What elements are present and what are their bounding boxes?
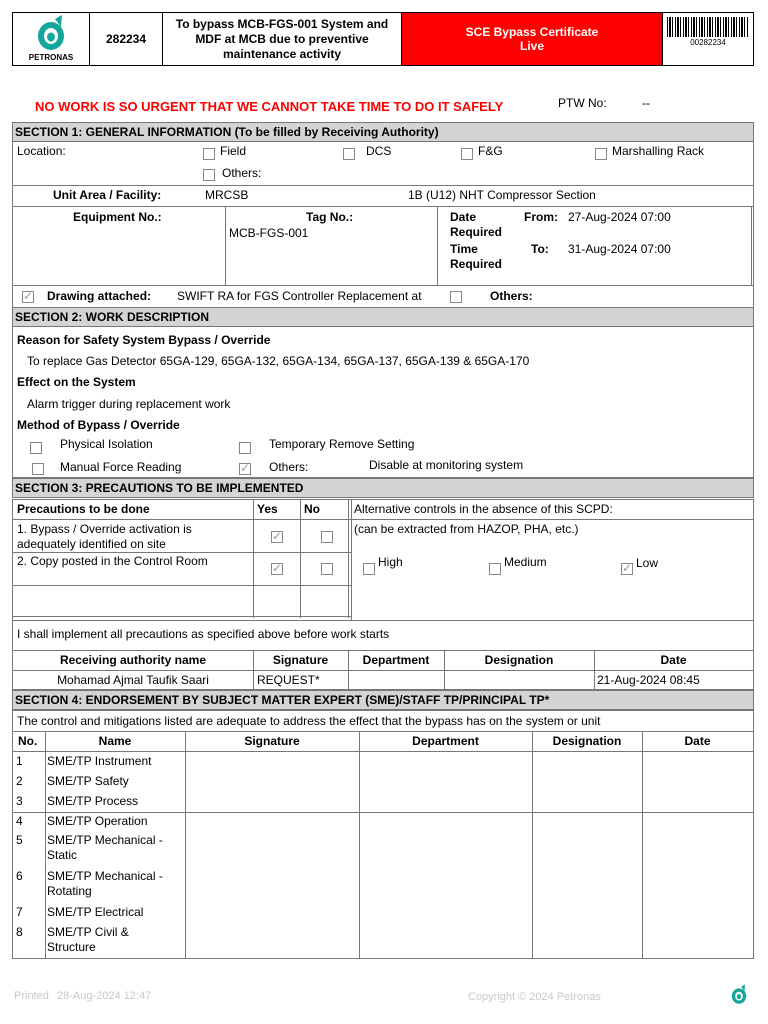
ptw-label: PTW No: [558,96,607,110]
precautions-header: Precautions to be done [17,502,150,516]
risk-high-checkbox[interactable] [363,563,375,575]
from-value: 27-Aug-2024 07:00 [568,210,671,224]
equipment-label: Equipment No.: [73,210,162,224]
location-others-checkbox[interactable] [203,169,215,181]
logo-text: PETRONAS [28,53,74,62]
location-fg-label: F&G [478,144,503,158]
col-designation-header: Designation [552,734,622,748]
certificate-number: 282234 [89,12,163,66]
implementation-statement-row [12,620,754,651]
tag-label: Tag No.: [306,210,354,224]
drawing-others-label: Others: [490,289,533,303]
section3-title: SECTION 3: PRECAUTIONS TO BE IMPLEMENTED [12,478,754,498]
endorsement-statement: The control and mitigations listed are adequate to address the effect that the bypass has on the system or unit [17,714,601,728]
copyright: Copyright © 2024 Petronas [468,991,601,1003]
row-name: SME/TP Instrument [47,754,152,768]
physical-isolation-label: Physical Isolation [60,437,153,451]
ra-signature: REQUEST* [257,673,320,687]
no-header: No [304,502,320,516]
effect-label: Effect on the System [17,375,136,389]
risk-medium-checkbox[interactable] [489,563,501,575]
yes-header: Yes [257,502,278,516]
location-marshalling-label: Marshalling Rack [612,144,705,158]
endorsement-statement-row [12,710,754,732]
time-required-label: Time Required [450,242,503,271]
date-required-label: Date Required [450,210,503,239]
header-logo [12,12,90,66]
unit-area-label: Unit Area / Facility: [53,188,162,202]
row-no: 8 [16,925,23,939]
row-name: SME/TP Safety [47,774,129,788]
section-value: 1B (U12) NHT Compressor Section [408,188,596,202]
col-department-header: Department [412,734,479,748]
status-line-2: Live [519,39,544,53]
ra-name: Mohamad Ajmal Taufik Saari [57,673,209,687]
precaution-2-no-checkbox[interactable] [321,563,333,575]
drawing-others-checkbox[interactable] [450,291,462,303]
location-field-label: Field [220,144,247,158]
tag-value: MCB-FGS-001 [229,226,309,240]
endorsement-table [12,731,754,959]
location-dcs-label: DCS [366,144,392,158]
from-label: From: [524,210,558,224]
drawing-value: SWIFT RA for FGS Controller Replacement at [177,289,422,303]
drawing-label: Drawing attached: [47,289,152,303]
row-no: 3 [16,794,23,808]
manual-force-label: Manual Force Reading [60,460,182,474]
ra-signature-header: Signature [272,653,329,667]
certificate-title: To bypass MCB-FGS-001 System and MDF at MCB due to preventive maintenance activity [162,12,402,66]
physical-isolation-checkbox[interactable] [30,442,42,454]
row-no: 7 [16,905,23,919]
alt-controls-label: Alternative controls in the absence of this SCPD: [354,502,613,516]
row-no: 6 [16,869,23,883]
reason-value: To replace Gas Detector 65GA-129, 65GA-132, 65GA-134, 65GA-137, 65GA-139 & 65GA-170 [27,354,530,368]
precaution-1-no-checkbox[interactable] [321,531,333,543]
ptw-value: -- [642,96,650,110]
col-name-header: Name [98,734,132,748]
col-no-header: No. [18,734,38,748]
location-label: Location: [17,144,66,158]
precaution-1-yes-checkbox[interactable] [271,531,283,543]
risk-medium-label: Medium [504,555,547,569]
ra-name-header: Receiving authority name [59,653,207,667]
section2-title: SECTION 2: WORK DESCRIPTION [12,307,754,327]
col-date-header: Date [684,734,711,748]
col-signature-header: Signature [244,734,300,748]
row-name: SME/TP Electrical [47,905,144,919]
row-name: SME/TP Civil & Structure [47,925,129,954]
to-label: To: [531,242,549,256]
barcode-bars [667,17,749,37]
temporary-remove-label: Temporary Remove Setting [269,437,415,451]
method-label: Method of Bypass / Override [17,418,180,432]
drawing-attached-checkbox[interactable] [22,291,34,303]
location-marshalling-checkbox[interactable] [595,148,607,160]
barcode [662,12,754,66]
row-no: 5 [16,833,23,847]
temporary-remove-checkbox[interactable] [239,442,251,454]
receiving-authority-table [12,650,754,690]
section4-title: SECTION 4: ENDORSEMENT BY SUBJECT MATTER EXPERT (SME)/STAFF TP/PRINCIPAL TP* [12,690,754,710]
precaution-2-yes-checkbox[interactable] [271,563,283,575]
ra-designation-header: Designation [484,653,554,667]
work-description [12,326,754,478]
precaution-1: 1. Bypass / Override activation is adequately identified on site [17,522,192,551]
risk-low-checkbox[interactable] [621,563,633,575]
risk-high-label: High [378,555,403,569]
location-fg-checkbox[interactable] [461,148,473,160]
ra-department-header: Department [362,653,430,667]
row-name: SME/TP Process [47,794,139,808]
alt-controls-note: (can be extracted from HAZOP, PHA, etc.) [354,522,579,536]
effect-value: Alarm trigger during replacement work [27,397,231,411]
location-others-label: Others: [222,166,262,180]
unit-area-row [12,185,754,207]
unit-area-value: MRCSB [205,188,249,202]
implementation-statement: I shall implement all precautions as specified above before work starts [17,627,390,641]
reason-label: Reason for Safety System Bypass / Override [17,333,271,347]
method-others-checkbox[interactable] [239,463,251,475]
row-name: SME/TP Mechanical - Static [47,833,163,862]
ra-date-header: Date [660,653,687,667]
printed-label: Printed [14,990,49,1002]
method-others-label: Others: [269,460,309,474]
status-badge [401,12,663,66]
safety-slogan: NO WORK IS SO URGENT THAT WE CANNOT TAKE TIME TO DO IT SAFELY [35,99,504,114]
row-name: SME/TP Operation [47,814,148,828]
to-value: 31-Aug-2024 07:00 [568,242,671,256]
petronas-logo-icon [31,15,71,53]
equipment-row [12,206,754,286]
barcode-number: 00282234 [690,38,726,47]
row-name: SME/TP Mechanical - Rotating [47,869,163,898]
precautions-table [12,499,754,621]
printed-value: 28-Aug-2024 12:47 [57,990,152,1002]
status-line-1: SCE Bypass Certificate [465,25,599,39]
row-no: 1 [16,754,23,768]
drawing-row [12,285,754,308]
petronas-footer-logo-icon [728,982,750,1008]
row-no: 2 [16,774,23,788]
location-dcs-checkbox[interactable] [343,148,355,160]
row-no: 4 [16,814,23,828]
method-others-value: Disable at monitoring system [369,458,524,472]
section1-title: SECTION 1: GENERAL INFORMATION (To be filled by Receiving Authority) [12,122,754,142]
location-row [12,141,754,186]
ra-date: 21-Aug-2024 08:45 [597,673,700,687]
location-field-checkbox[interactable] [203,148,215,160]
manual-force-checkbox[interactable] [32,463,44,475]
precaution-2: 2. Copy posted in the Control Room [17,554,208,568]
risk-low-label: Low [636,556,659,570]
